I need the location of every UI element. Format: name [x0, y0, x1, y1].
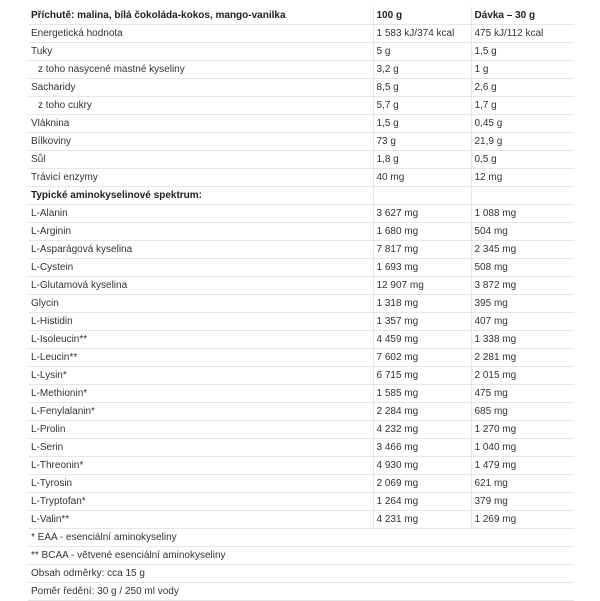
value-per-100g: 2 284 mg	[373, 403, 471, 421]
nutrient-name: L-Arginin	[28, 223, 373, 241]
value-per-100g: 1 693 mg	[373, 259, 471, 277]
amino-row	[28, 385, 574, 403]
value-per-dose: 1 040 mg	[471, 439, 574, 457]
value-per-100g: 3 627 mg	[373, 205, 471, 223]
nutrition-row	[28, 79, 574, 97]
value-per-100g: 3,2 g	[373, 61, 471, 79]
nutrient-name: L-Serin	[28, 439, 373, 457]
footnote-text: Obsah odměrky: cca 15 g	[28, 565, 574, 583]
nutrition-row	[28, 25, 574, 43]
nutrient-name: L-Tryptofan*	[28, 493, 373, 511]
value-per-dose: 1 088 mg	[471, 205, 574, 223]
value-per-100g: 5,7 g	[373, 97, 471, 115]
nutrient-name: Vláknina	[28, 115, 373, 133]
value-per-dose: 1,7 g	[471, 97, 574, 115]
value-per-dose: 475 kJ/112 kcal	[471, 25, 574, 43]
nutrient-name: L-Cystein	[28, 259, 373, 277]
value-per-dose: 1,5 g	[471, 43, 574, 61]
nutrition-table	[28, 7, 574, 601]
amino-row	[28, 223, 574, 241]
note-row	[28, 565, 574, 583]
value-per-100g: 1,8 g	[373, 151, 471, 169]
nutrition-row	[28, 169, 574, 187]
value-per-100g: 73 g	[373, 133, 471, 151]
nutrient-name: Trávicí enzymy	[28, 169, 373, 187]
nutrition-row	[28, 43, 574, 61]
table-header-row	[28, 7, 574, 25]
value-per-100g: 3 466 mg	[373, 439, 471, 457]
value-per-dose: 621 mg	[471, 475, 574, 493]
value-per-100g: 2 069 mg	[373, 475, 471, 493]
value-per-dose: 3 872 mg	[471, 277, 574, 295]
value-per-dose: 379 mg	[471, 493, 574, 511]
value-per-100g: 7 817 mg	[373, 241, 471, 259]
nutrition-row	[28, 151, 574, 169]
nutrition-row	[28, 133, 574, 151]
value-per-dose: 21,9 g	[471, 133, 574, 151]
value-per-dose: 2 345 mg	[471, 241, 574, 259]
value-per-100g: 1 583 kJ/374 kcal	[373, 25, 471, 43]
nutrient-name: L-Leucin**	[28, 349, 373, 367]
amino-row	[28, 367, 574, 385]
per-dose-header: Dávka – 30 g	[471, 7, 574, 25]
value-per-dose: 1 338 mg	[471, 331, 574, 349]
value-per-100g: 40 mg	[373, 169, 471, 187]
value-per-dose: 395 mg	[471, 295, 574, 313]
amino-row	[28, 205, 574, 223]
amino-row	[28, 295, 574, 313]
amino-row	[28, 331, 574, 349]
nutrition-row	[28, 115, 574, 133]
value-per-dose: 2,6 g	[471, 79, 574, 97]
note-row	[28, 583, 574, 601]
value-per-100g: 1,5 g	[373, 115, 471, 133]
amino-row	[28, 403, 574, 421]
value-per-dose: 1 g	[471, 61, 574, 79]
value-per-dose: 475 mg	[471, 385, 574, 403]
per-100g-header: 100 g	[373, 7, 471, 25]
value-per-dose: 1 270 mg	[471, 421, 574, 439]
note-row	[28, 529, 574, 547]
value-per-dose: 0,5 g	[471, 151, 574, 169]
nutrient-name: Glycin	[28, 295, 373, 313]
amino-row	[28, 475, 574, 493]
amino-row	[28, 313, 574, 331]
nutrient-name: Tuky	[28, 43, 373, 61]
value-per-dose: 1 479 mg	[471, 457, 574, 475]
nutrition-row	[28, 97, 574, 115]
nutrient-name: L-Asparágová kyselina	[28, 241, 373, 259]
nutrition-table-body	[28, 7, 574, 601]
value-per-100g: 8,5 g	[373, 79, 471, 97]
nutrient-name: L-Histidin	[28, 313, 373, 331]
value-per-100g: 4 459 mg	[373, 331, 471, 349]
empty-cell	[471, 187, 574, 205]
value-per-100g: 12 907 mg	[373, 277, 471, 295]
value-per-dose: 2 015 mg	[471, 367, 574, 385]
amino-section-row	[28, 187, 574, 205]
value-per-100g: 4 930 mg	[373, 457, 471, 475]
amino-row	[28, 277, 574, 295]
amino-row	[28, 457, 574, 475]
amino-row	[28, 421, 574, 439]
nutrition-row	[28, 61, 574, 79]
value-per-100g: 1 680 mg	[373, 223, 471, 241]
nutrient-name: Sůl	[28, 151, 373, 169]
nutrient-name: L-Fenylalanin*	[28, 403, 373, 421]
flavors-header: Příchutě: malina, bílá čokoláda-kokos, mango-vanilka	[28, 7, 373, 25]
value-per-100g: 1 585 mg	[373, 385, 471, 403]
nutrient-name: L-Methionin*	[28, 385, 373, 403]
amino-row	[28, 511, 574, 529]
nutrient-name: z toho cukry	[28, 97, 373, 115]
amino-row	[28, 439, 574, 457]
value-per-100g: 6 715 mg	[373, 367, 471, 385]
value-per-dose: 685 mg	[471, 403, 574, 421]
note-row	[28, 547, 574, 565]
nutrient-name: L-Glutamová kyselina	[28, 277, 373, 295]
nutrition-panel	[28, 7, 574, 601]
nutrient-name: L-Lysin*	[28, 367, 373, 385]
value-per-100g: 5 g	[373, 43, 471, 61]
nutrient-name: L-Tyrosin	[28, 475, 373, 493]
value-per-dose: 0,45 g	[471, 115, 574, 133]
footnote-text: * EAA - esenciální aminokyseliny	[28, 529, 574, 547]
nutrient-name: L-Threonin*	[28, 457, 373, 475]
amino-row	[28, 241, 574, 259]
value-per-100g: 7 602 mg	[373, 349, 471, 367]
nutrient-name: Bílkoviny	[28, 133, 373, 151]
value-per-100g: 4 231 mg	[373, 511, 471, 529]
value-per-dose: 2 281 mg	[471, 349, 574, 367]
nutrient-name: L-Valin**	[28, 511, 373, 529]
amino-section-title: Typické aminokyselinové spektrum:	[28, 187, 373, 205]
nutrient-name: z toho nasycené mastné kyseliny	[28, 61, 373, 79]
footnote-text: Poměr ředění: 30 g / 250 ml vody	[28, 583, 574, 601]
value-per-dose: 12 mg	[471, 169, 574, 187]
value-per-100g: 1 264 mg	[373, 493, 471, 511]
value-per-100g: 1 318 mg	[373, 295, 471, 313]
value-per-dose: 504 mg	[471, 223, 574, 241]
amino-row	[28, 349, 574, 367]
value-per-dose: 508 mg	[471, 259, 574, 277]
nutrient-name: L-Alanin	[28, 205, 373, 223]
nutrient-name: L-Isoleucin**	[28, 331, 373, 349]
nutrient-name: Sacharidy	[28, 79, 373, 97]
value-per-dose: 407 mg	[471, 313, 574, 331]
nutrient-name: Energetická hodnota	[28, 25, 373, 43]
nutrient-name: L-Prolin	[28, 421, 373, 439]
amino-row	[28, 493, 574, 511]
amino-row	[28, 259, 574, 277]
empty-cell	[373, 187, 471, 205]
value-per-dose: 1 269 mg	[471, 511, 574, 529]
footnote-text: ** BCAA - větvené esenciální aminokyseliny	[28, 547, 574, 565]
value-per-100g: 1 357 mg	[373, 313, 471, 331]
value-per-100g: 4 232 mg	[373, 421, 471, 439]
